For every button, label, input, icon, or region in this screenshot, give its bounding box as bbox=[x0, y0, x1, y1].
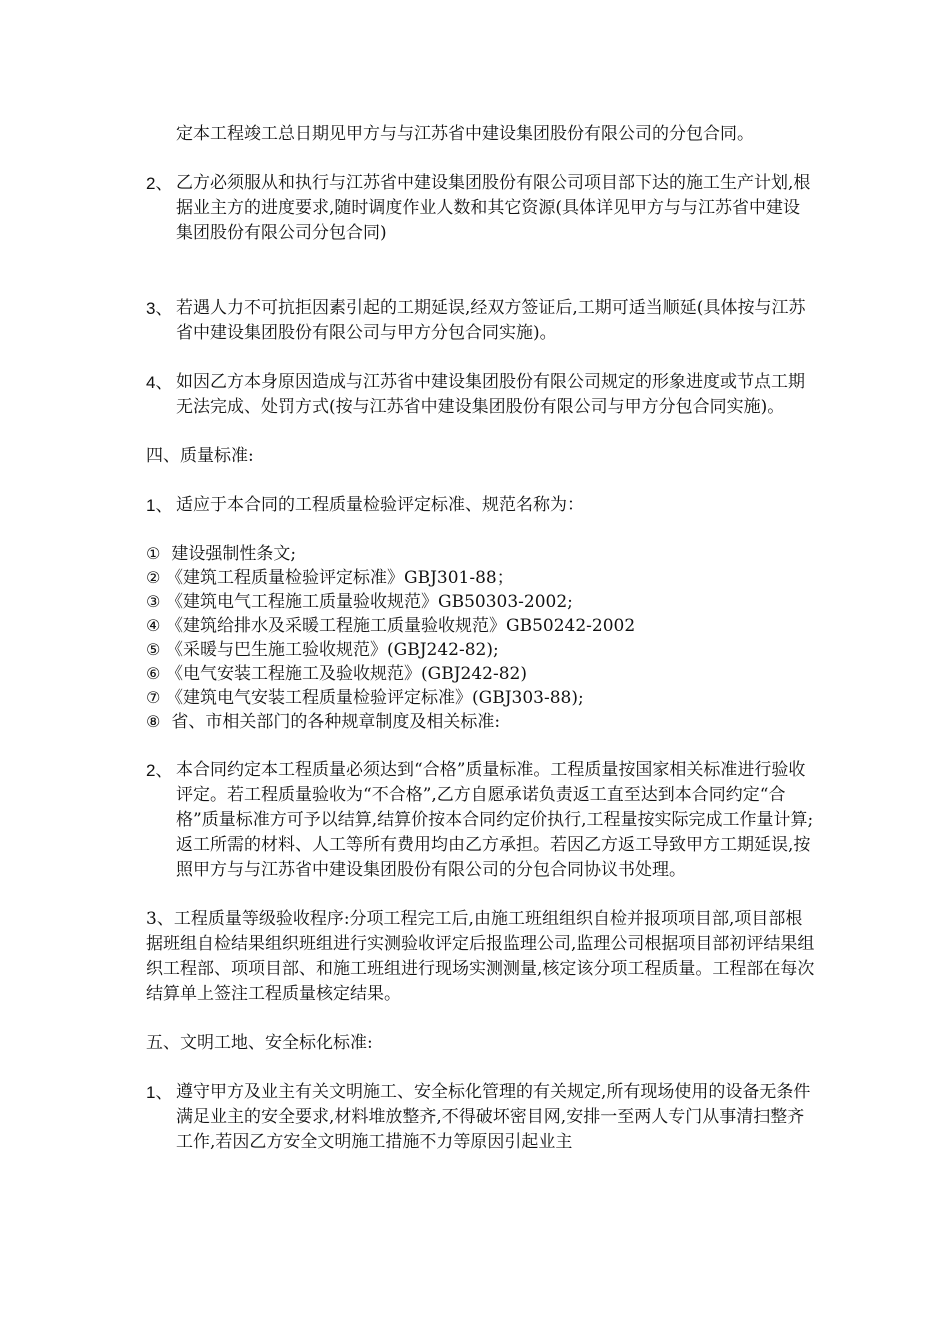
clause-text: 遵守甲方及业主有关文明施工、安全标化管理的有关规定,所有现场使用的设备无条件满足业主的安全要求,材料堆放整齐,不得破坏密目网,安排一至两人专门从事清扫整齐工作,若因乙方安全文明施工措施不力等原因引起业主 bbox=[176, 1082, 811, 1152]
list-marker: ④ bbox=[146, 616, 161, 635]
standard-item bbox=[146, 686, 816, 710]
clause-number: 4、 bbox=[146, 373, 173, 392]
clause-text: 若遇人力不可抗拒因素引起的工期延误,经双方签证后,工期可适当顺延(具体按与江苏省中建设集团股份有限公司与甲方分包合同实施)。 bbox=[176, 298, 806, 343]
clause-text: 乙方必须服从和执行与江苏省中建设集团股份有限公司项目部下达的施工生产计划,根据业主方的进度要求,随时调度作业人数和其它资源(具体详见甲方与与江苏省中建设集团股份有限公司分包合同) bbox=[176, 173, 811, 243]
standard-text: 建设强制性条文; bbox=[166, 544, 297, 564]
standard-text: 《采暖与巴生施工验收规范》(GBJ242-82); bbox=[166, 640, 499, 660]
clause-4-2 bbox=[146, 758, 816, 883]
standard-item bbox=[146, 662, 816, 686]
clause-3-4 bbox=[146, 370, 816, 420]
clause-text: 适应于本合同的工程质量检验评定标准、规范名称为： bbox=[176, 495, 584, 515]
list-marker: ③ bbox=[146, 592, 161, 611]
clause-number: 1、 bbox=[146, 1083, 173, 1102]
list-marker: ② bbox=[146, 568, 161, 587]
standard-item bbox=[146, 614, 816, 638]
standard-text: 省、市相关部门的各种规章制度及相关标准: bbox=[166, 712, 501, 732]
clause-3-2 bbox=[146, 171, 816, 246]
standard-item bbox=[146, 590, 816, 614]
standard-item bbox=[146, 710, 816, 734]
list-marker: ① bbox=[146, 544, 161, 563]
list-marker: ⑥ bbox=[146, 664, 161, 683]
standards-list bbox=[146, 542, 816, 734]
standard-text: 《电气安装工程施工及验收规范》(GBJ242-82) bbox=[166, 664, 527, 684]
standard-item bbox=[146, 542, 816, 566]
standard-text: 《建筑工程质量检验评定标准》GBJ301-88； bbox=[166, 568, 514, 588]
standard-item bbox=[146, 566, 816, 590]
section-heading-safety: 五、文明工地、安全标化标准: bbox=[146, 1033, 373, 1053]
list-marker: ⑤ bbox=[146, 640, 161, 659]
standard-text: 《建筑电气工程施工质量验收规范》GB50303-2002; bbox=[166, 592, 573, 612]
clause-number: 3、 bbox=[146, 299, 173, 318]
clause-number: 2、 bbox=[146, 761, 173, 780]
clause-5-1 bbox=[146, 1080, 816, 1155]
standard-item bbox=[146, 638, 816, 662]
section-heading-quality: 四、质量标准: bbox=[146, 446, 254, 466]
clause-text: 本合同约定本工程质量必须达到“合格”质量标准。工程质量按国家相关标准进行验收评定。若工程质量验收为“不合格”,乙方自愿承诺负责返工直至达到本合同约定“合格”质量标准方可予以结算,结算价按本合同约定价执行,工程量按实际完成工作量计算;返工所需的材料、人工等所有费用均由乙方承担。若因乙方返工导致甲方工期延误,按照甲方与与江苏省中建设集团股份有限公司的分包合同协议书处理。 bbox=[176, 760, 814, 880]
clause-3-3 bbox=[146, 296, 816, 346]
document-body bbox=[146, 122, 816, 1155]
clause-number: 2、 bbox=[146, 174, 173, 193]
clause-4-1 bbox=[146, 493, 816, 518]
standard-text: 《建筑电气安装工程质量检验评定标准》(GBJ303-88); bbox=[166, 688, 584, 708]
standard-text: 《建筑给排水及采暖工程施工质量验收规范》GB50242-2002 bbox=[166, 616, 636, 636]
clause-number: 1、 bbox=[146, 496, 173, 515]
continuation-paragraph: 定本工程竣工总日期见甲方与与江苏省中建设集团股份有限公司的分包合同。 bbox=[176, 124, 754, 144]
clause-text: 如因乙方本身原因造成与江苏省中建设集团股份有限公司规定的形象进度或节点工期无法完成、处罚方式(按与江苏省中建设集团股份有限公司与甲方分包合同实施)。 bbox=[176, 372, 805, 417]
list-marker: ⑧ bbox=[146, 712, 161, 731]
clause-4-3: 3、工程质量等级验收程序:分项工程完工后,由施工班组组织自检并报项项目部,项目部根据班组自检结果组织班组进行实测验收评定后报监理公司,监理公司根据项目部初评结果组织工程部、项项目部、和施工班组进行现场实测测量,核定该分项工程质量。工程部在每次结算单上签注工程质量核定结果。 bbox=[146, 909, 815, 1004]
list-marker: ⑦ bbox=[146, 688, 161, 707]
